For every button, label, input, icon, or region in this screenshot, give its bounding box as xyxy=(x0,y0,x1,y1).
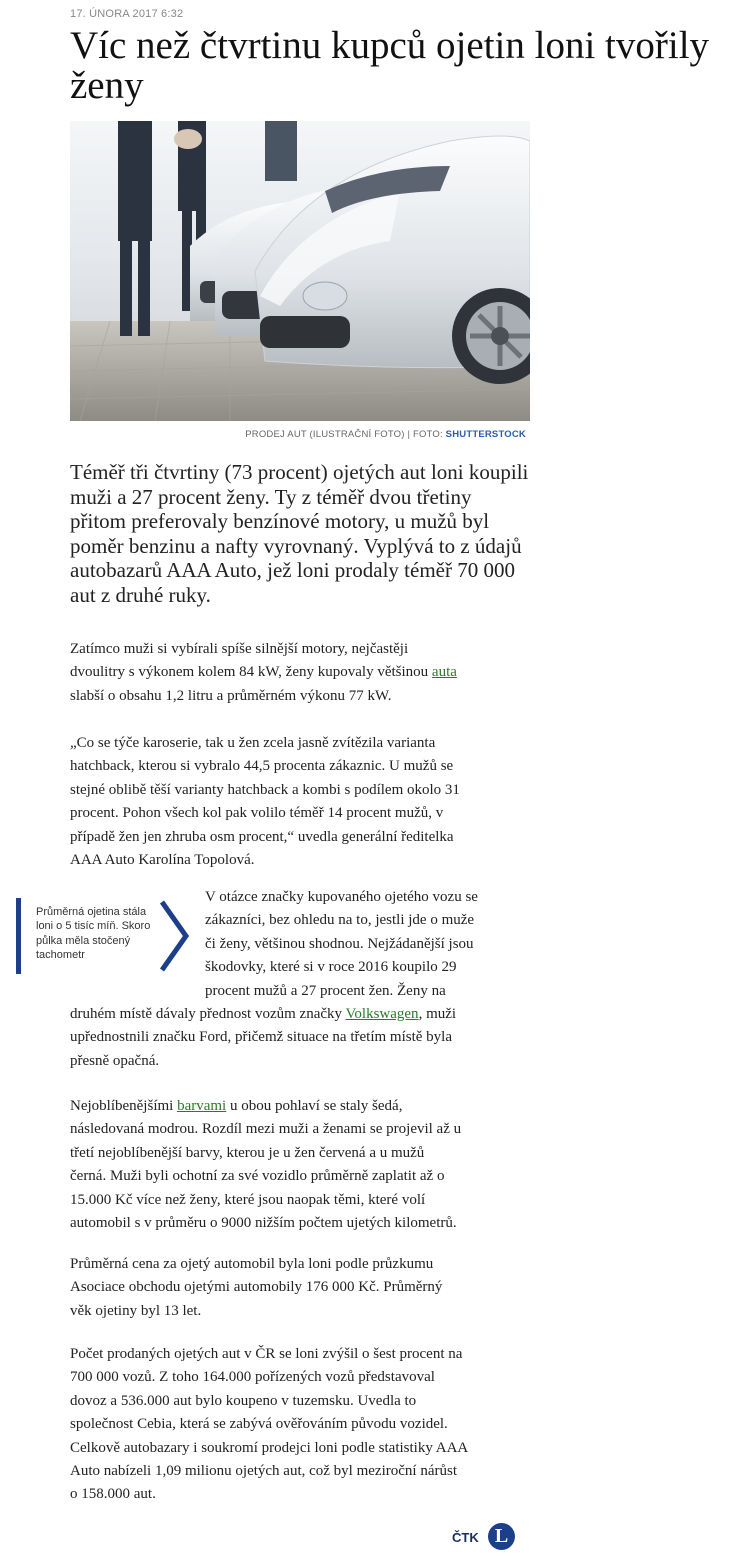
article-footer xyxy=(452,1521,522,1551)
paragraph-line: V otázce značky kupovaného ojetého vozu se xyxy=(205,889,478,905)
end-of-article-badge: L xyxy=(488,1523,515,1550)
paragraph-line: automobil s v průměru o 9000 nižším počtem ujetých kilometrů. xyxy=(70,1215,457,1232)
pullquote-text[interactable]: Průměrná ojetina stála loni o 5 tisíc míň. Skoro půlka měla stočený tachometr xyxy=(36,906,151,961)
paragraph-line: či ženy, většinou shodnou. Nejžádanější jsou xyxy=(205,935,474,952)
paragraph-2-quote xyxy=(70,732,530,872)
paragraph-line: dovoz a 536.000 aut bylo koupeno v tuzemsku. Uvedla to xyxy=(70,1392,417,1409)
link-barvami[interactable]: barvami xyxy=(177,1098,227,1114)
article-title: Víc než čtvrtinu kupců ojetin loni tvořily ženy xyxy=(70,24,710,107)
paragraph-6 xyxy=(70,1343,530,1507)
paragraph-line: 15.000 Kč více než ženy, které jsou naopak těmi, které volí xyxy=(70,1191,426,1208)
article-photo[interactable] xyxy=(70,121,530,421)
link-auta[interactable]: auta xyxy=(431,664,457,681)
paragraph-text: druhém místě dávaly přednost vozům značky xyxy=(70,1006,346,1023)
paragraph-line xyxy=(70,1003,530,1026)
paragraph-line: černá. Muži byli ochotní za své vozidlo průměrně zaplatit až o xyxy=(70,1168,445,1185)
link-volkswagen[interactable]: Volkswagen xyxy=(345,1006,419,1023)
paragraph-3 xyxy=(70,886,530,1073)
paragraph-line: upřednostnili značku Ford, přičemž situace na třetím místě byla xyxy=(70,1029,452,1046)
paragraph-text: Nejoblíbenějšími xyxy=(70,1098,178,1114)
paragraph-line: procent mužů a 27 procent žen. Ženy na xyxy=(205,982,446,999)
paragraph-line: stejné oblibě těší varianty hatchback a kombi s podílem okolo 31 xyxy=(70,781,460,798)
paragraph-text: , muži xyxy=(418,1006,457,1023)
paragraph-line: o 158.000 aut. xyxy=(70,1486,156,1503)
paragraph-line: Celkově autobazary i soukromí prodejci loni podle statistiky AAA xyxy=(70,1439,469,1456)
paragraph-line: procent. Pohon všech kol pak volilo téměř 14 procent mužů, v xyxy=(70,805,444,822)
paragraph-line: následovaná modrou. Rozdíl mezi muži a ženami se projevil až u xyxy=(70,1121,462,1138)
paragraph-4 xyxy=(70,1095,530,1235)
paragraph-line: Zatímco muži si vybírali spíše silnější motory, nejčastěji xyxy=(70,641,409,657)
paragraph-line xyxy=(70,661,530,684)
car-lot-illustration xyxy=(70,121,530,421)
paragraph-line: třetí nejoblíbenější barvy, kterou je u žen červená a u mužů xyxy=(70,1144,425,1161)
paragraph-line: Průměrná cena za ojetý automobil byla loni podle průzkumu xyxy=(70,1256,434,1272)
paragraph-text: u obou pohlaví se staly šedá, xyxy=(226,1098,403,1114)
paragraph-line: Auto nabízeli 1,09 milionu ojetých aut, což byl meziroční nárůst xyxy=(70,1463,457,1480)
paragraph-line: AAA Auto Karolína Topolová. xyxy=(70,852,255,869)
paragraph-line: hatchback, kterou si vybralo 44,5 procenta zákaznic. U mužů se xyxy=(70,758,454,775)
paragraph-line: společnost Cebia, která se zabývá ověřováním původu vozidel. xyxy=(70,1416,448,1433)
pullquote-bar xyxy=(16,898,21,974)
paragraph-text: dvoulitry s výkonem kolem 84 kW, ženy kupovaly většinou xyxy=(70,664,432,681)
photo-caption xyxy=(70,429,526,440)
agency-label: ČTK xyxy=(452,1530,479,1545)
paragraph-line: škodovky, které si v roce 2016 koupilo 29 xyxy=(205,959,457,976)
photo-caption-source[interactable]: SHUTTERSTOCK xyxy=(445,429,526,440)
article-date: 17. ÚNORA 2017 6:32 xyxy=(70,8,184,20)
paragraph-line: „Co se týče karoserie, tak u žen zcela jasně zvítězila varianta xyxy=(70,735,436,751)
paragraph-line: věk ojetiny byl 13 let. xyxy=(70,1302,202,1319)
paragraph-line: přesně opačná. xyxy=(70,1052,160,1069)
paragraph-line xyxy=(70,1095,530,1118)
paragraph-line: případě žen jen zhruba osm procent,“ uvedla generální ředitelka xyxy=(70,828,454,845)
paragraph-line: 700 000 vozů. Z toho 164.000 pořízených vozů představoval xyxy=(70,1369,435,1386)
paragraph-5 xyxy=(70,1253,530,1323)
article-perex: Téměř tři čtvrtiny (73 procent) ojetých aut loni koupili muži a 27 procent ženy. Ty z téměř dvou třetiny přitom preferovaly benzínové motory, u mužů byl poměr benzinu a nafty vyrovnaný. Vyplývá to z údajů autobazarů AAA Auto, jež loni prodaly téměř 70 000 aut z druhé ruky. xyxy=(70,460,529,607)
paragraph-line: Počet prodaných ojetých aut v ČR se loni zvýšil o šest procent na xyxy=(70,1346,463,1362)
paragraph-line: zákazníci, bez ohledu na to, jestli jde o muže xyxy=(205,912,475,929)
paragraph-line: slabší o obsahu 1,2 litru a průměrném výkonu 77 kW. xyxy=(70,687,392,704)
photo-caption-text: PRODEJ AUT (ILUSTRAČNÍ FOTO) | FOTO: xyxy=(245,429,446,440)
paragraph-line: Asociace obchodu ojetými automobily 176 000 Kč. Průměrný xyxy=(70,1279,443,1296)
paragraph-1 xyxy=(70,638,530,708)
